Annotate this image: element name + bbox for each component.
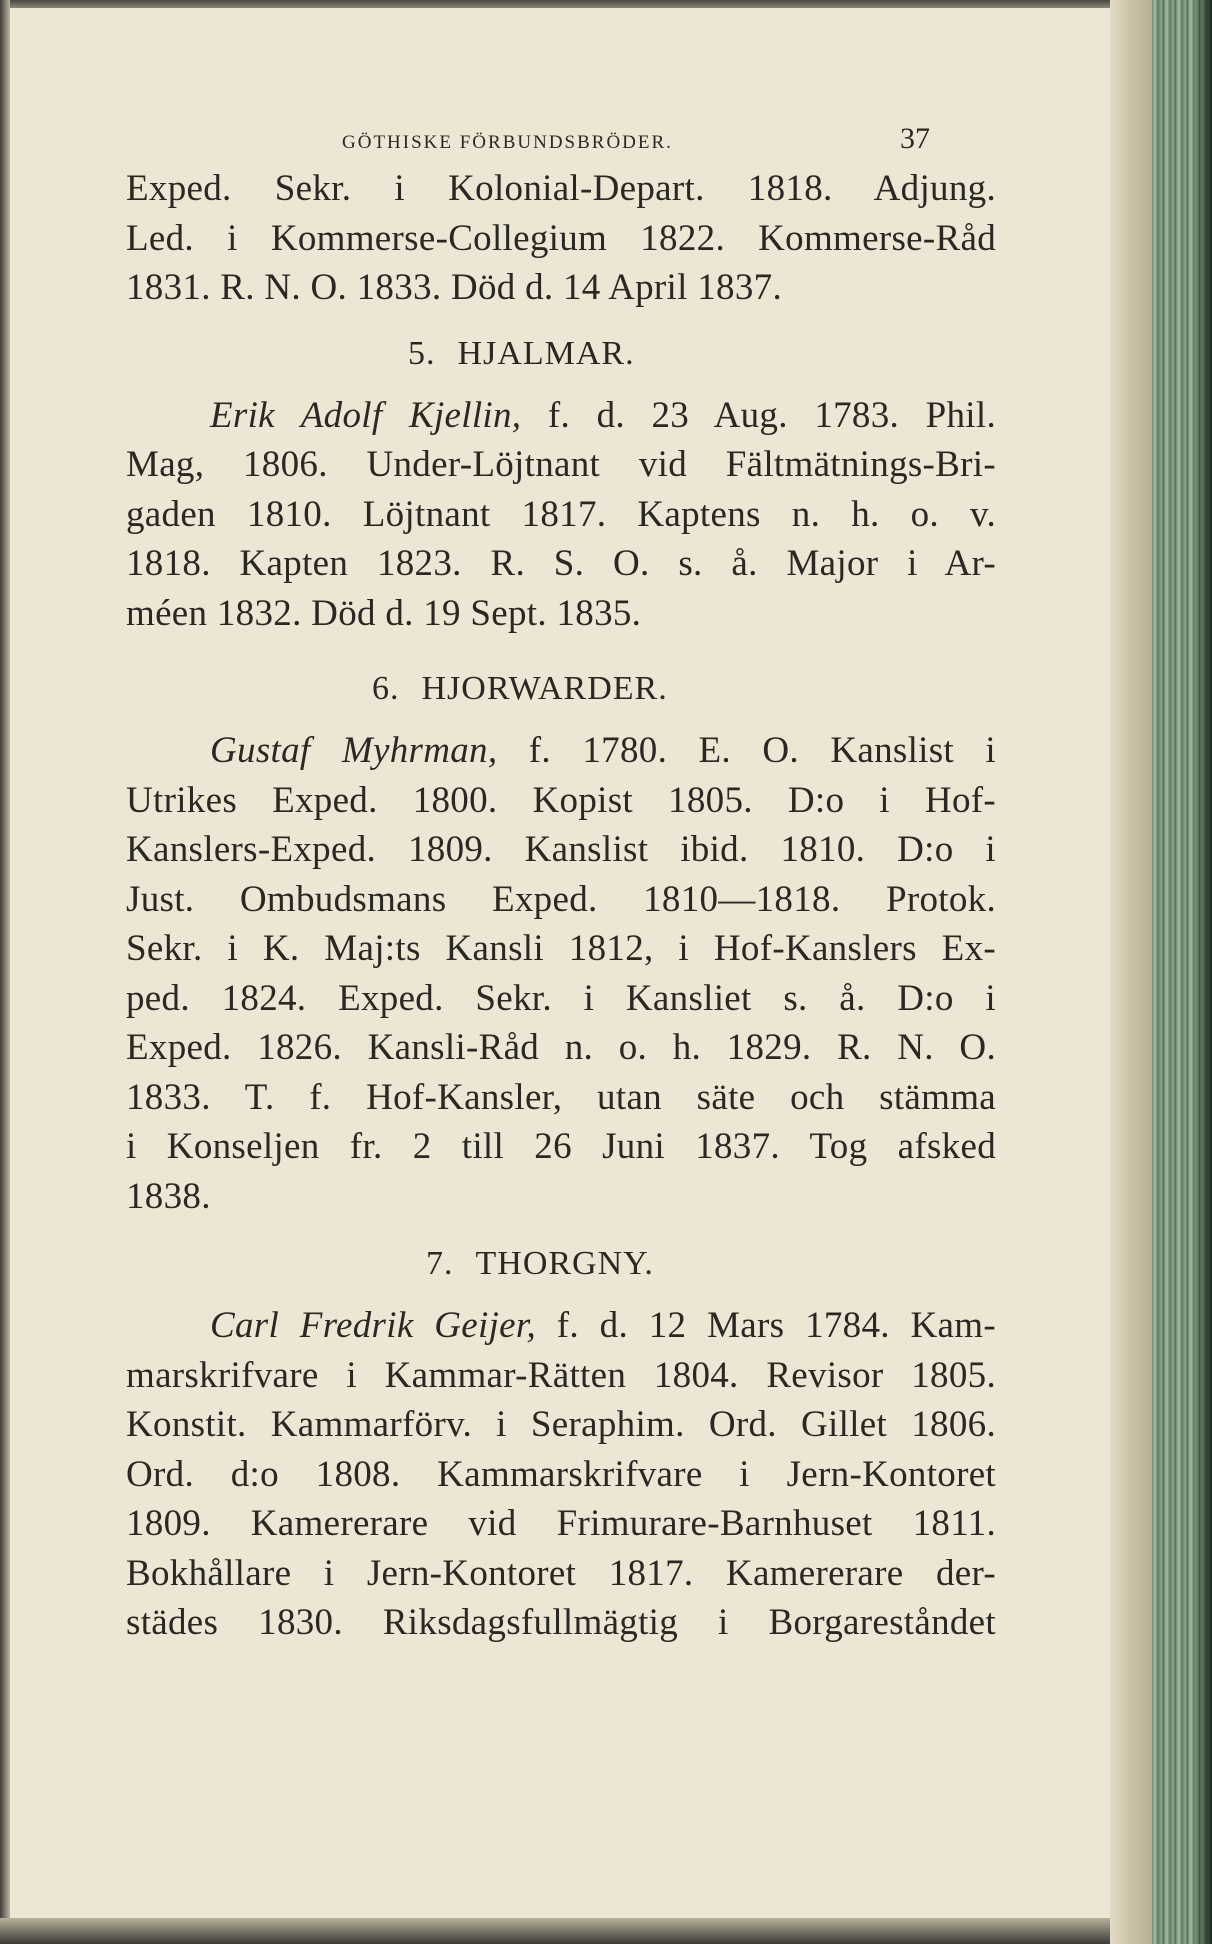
text-line: marskrifvare i Kammar-Rätten 1804. Revisor 1805. <box>126 1354 996 1396</box>
text-line: Led. i Kommerse-Collegium 1822. Kommerse-Råd <box>126 217 996 259</box>
section-number: 6. <box>372 670 400 707</box>
text-line: Konstit. Kammarförv. i Seraphim. Ord. Gillet 1806. <box>126 1404 996 1445</box>
section-heading <box>126 656 996 726</box>
text-line: Kanslers-Exped. 1809. Kanslist ibid. 1810. D:o i <box>126 829 996 870</box>
text-line: Utrikes Exped. 1800. Kopist 1805. D:o i Hof- <box>126 779 996 821</box>
entry-text: f. d. 23 Aug. 1783. Phil. <box>547 394 996 436</box>
text-line: 1809. Kamererare vid Frimurare-Barnhuset 1811. <box>126 1503 996 1544</box>
text-line: Exped. Sekr. i Kolonial-Depart. 1818. Adjung. <box>126 168 996 209</box>
text-line: 1838. <box>126 1175 211 1217</box>
entry-first-line <box>126 1301 996 1351</box>
person-name: Erik Adolf Kjellin, <box>210 394 522 436</box>
intro-paragraph <box>126 164 996 313</box>
entry-text: f. 1780. E. O. Kanslist i <box>528 730 996 771</box>
text-line: Mag, 1806. Under-Löjtnant vid Fältmätnings-Bri- <box>126 444 996 485</box>
person-name: Gustaf Myhrman, <box>210 730 498 771</box>
section-number: 5. <box>408 334 436 372</box>
section-hjorwarder <box>126 656 996 1221</box>
text-line: Sekr. i K. Maj:ts Kansli 1812, i Hof-Kanslers Ex- <box>126 928 996 969</box>
text-line: 1831. R. N. O. 1833. Död d. 14 April 1837. <box>126 267 782 308</box>
running-head <box>126 120 996 164</box>
page-gutter <box>1110 0 1152 1944</box>
section-hjalmar <box>126 321 996 639</box>
section-number: 7. <box>426 1245 454 1282</box>
text-line: 1818. Kapten 1823. R. S. O. s. å. Major i Ar- <box>126 543 996 584</box>
entry-text: f. d. 12 Mars 1784. Kam- <box>556 1305 996 1346</box>
text-line: gaden 1810. Löjtnant 1817. Kaptens n. h. o. v. <box>126 493 996 535</box>
text-line: Ord. d:o 1808. Kammarskrifvare i Jern-Kontoret <box>126 1453 996 1495</box>
spine-shadow <box>1196 0 1212 1944</box>
section-title: THORGNY. <box>475 1245 654 1282</box>
text-line: i Konseljen fr. 2 till 26 Juni 1837. Tog afsked <box>126 1126 996 1167</box>
scan-edge-left <box>0 0 10 1944</box>
section-title: HJALMAR. <box>457 334 635 372</box>
scan-edge-top <box>0 0 1212 8</box>
text-line: städes 1830. Riksdagsfullmägtig i Borgareståndet <box>126 1602 996 1643</box>
text-line: ped. 1824. Exped. Sekr. i Kansliet s. å. D:o i <box>126 977 996 1019</box>
section-title: HJORWARDER. <box>421 670 668 707</box>
page-number: 37 <box>900 122 930 155</box>
text-block <box>126 120 996 1648</box>
running-title: GÖTHISKE FÖRBUNDSBRÖDER. <box>342 132 673 153</box>
entry-first-line <box>126 391 996 441</box>
text-line: Bokhållare i Jern-Kontoret 1817. Kamererare der- <box>126 1552 996 1594</box>
text-line: Exped. 1826. Kansli-Råd n. o. h. 1829. R. N. O. <box>126 1027 996 1068</box>
scan-edge-bottom <box>0 1918 1212 1944</box>
section-thorgny <box>126 1231 996 1648</box>
section-heading <box>126 1231 996 1301</box>
text-line: méen 1832. Död d. 19 Sept. 1835. <box>126 592 642 634</box>
text-line: 1833. T. f. Hof-Kansler, utan säte och stämma <box>126 1076 996 1118</box>
text-line: Just. Ombudsmans Exped. 1810—1818. Protok. <box>126 878 996 920</box>
section-heading <box>126 321 996 391</box>
entry-first-line <box>126 726 996 776</box>
person-name: Carl Fredrik Geijer, <box>210 1305 537 1346</box>
